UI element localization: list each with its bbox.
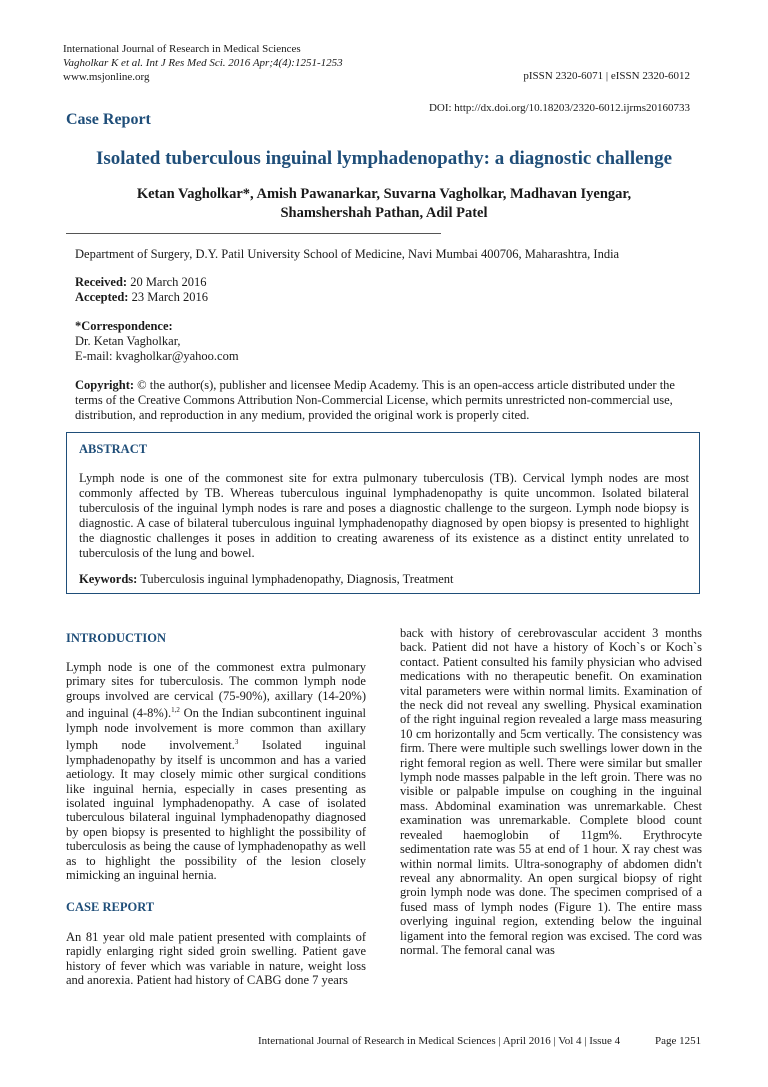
copyright-text: © the author(s), publisher and licensee Medip Academy. This is an open-access article distributed under the terms of the Creative Commons Attribution Non-Commercial License, which permits unrestricted non-commercial use, distribution, and reproduction in any medium, provided the original work is properly cited.: [75, 378, 675, 422]
accepted-date: [75, 290, 208, 305]
abstract-heading: ABSTRACT: [79, 442, 148, 456]
article-title: Isolated tuberculous inguinal lymphadenopathy: a diagnostic challenge: [95, 148, 673, 169]
affiliation: Department of Surgery, D.Y. Patil University School of Medicine, Navi Mumbai 400706, Maharashtra, India: [75, 247, 620, 261]
title-divider: [66, 233, 441, 234]
article-type: Case Report: [66, 111, 151, 128]
correspondence: [75, 319, 239, 364]
intro-ref-2: 3: [234, 738, 239, 747]
doi[interactable]: DOI: http://dx.doi.org/10.18203/2320-6012.ijrms20160733: [428, 102, 690, 114]
accepted-label: Accepted:: [75, 290, 129, 304]
accepted-value: 23 March 2016: [131, 290, 208, 304]
keywords-value: Tuberculosis inguinal lymphadenopathy, Diagnosis, Treatment: [140, 572, 454, 586]
received-value: 20 March 2016: [130, 275, 207, 289]
footer-journal: International Journal of Research in Medical Sciences | April 2016 | Vol 4 | Issue 4: [258, 1035, 621, 1047]
introduction-heading: INTRODUCTION: [66, 631, 167, 645]
correspondence-label: *Correspondence:: [75, 319, 173, 333]
right-column-text: back with history of cerebrovascular accident 3 months back. Patient did not have a history of Koch`s or Koch`s contact. Patient consulted his family physician who advised medications with no therapeutic benefit. On examination vital parameters were within normal limits. Examination of the neck did not reveal any swelling. Physical examination of the right inguinal region revealed a large mass measuring 10 cm horizontally and 5cm vertically. The consistency was firm. There were multiple such swellings lower down in the right femoral region as well. There were similar but smaller lymph node masses palpable in the left groin. There was no visible or palpable impulse on coughing in the inguinal mass. Abdominal examination was unremarkable. Chest examination was unremarkable. Complete blood count revealed haemoglobin of 11gm%. Erythrocyte sedimentation rate was 55 at end of 1 hour. X ray chest was within normal limits. Ultra-sonography of abdomen didn't reveal any abnormality. An open surgical biopsy of right groin lymph node was done. The specimen comprised of a fused mass of lymph nodes (Figure 1). The entire mass overlying inguinal region, extending below the inguinal ligament into the femoral region was excised. The cord was normal. The femoral canal was: [400, 626, 702, 957]
intro-part-3: Isolated inguinal lymphadenopathy by itself is uncommon and has a varied aetiology. It may closely mimic other surgical conditions like inguinal hernia, especially in cases presenting as isolated inguinal lymphadenopathy. A case of isolated tuberculous bilateral inguinal lymphadenopathy diagnosed by open biopsy is presented to highlight the possibility of tuberculosis as being the cause of lymphadenopathy as well as to highlight the possibility of the lesion closely mimicking an inguinal hernia.: [66, 738, 366, 882]
issn: pISSN 2320-6071 | eISSN 2320-6012: [523, 70, 690, 82]
intro-part-2: On the Indian subcontinent inguinal lymph node involvement is more common than axillary lymph node involvement.: [66, 706, 366, 753]
website[interactable]: www.msjonline.org: [63, 71, 150, 83]
abstract-text: Lymph node is one of the commonest site for extra pulmonary tuberculosis (TB). Cervical lymph nodes are most commonly affected by TB. Whereas tuberculous inguinal lymphadenopathy is quite uncommon. Isolated bilateral tuberculosis of the inguinal lymph nodes is rare and poses a diagnostic challenge to the surgeon. Lymph node biopsy is diagnostic. A case of bilateral tuberculous inguinal lymphadenopathy diagnosed by open biopsy is presented to highlight the diagnostic challenges it poses in addition to creating awareness of its existence as a distinct entity unrelated to tuberculosis of the lung and bowel.: [79, 471, 689, 560]
journal-name: International Journal of Research in Medical Sciences: [63, 43, 301, 55]
received-label: Received:: [75, 275, 128, 289]
page-number: Page 1251: [655, 1035, 702, 1047]
keywords: [79, 572, 689, 587]
case-report-heading: CASE REPORT: [66, 900, 155, 914]
intro-ref-1: 1,2: [171, 706, 180, 715]
correspondence-email[interactable]: E-mail: kvagholkar@yahoo.com: [75, 349, 239, 363]
keywords-label: Keywords:: [79, 572, 138, 586]
correspondence-name: Dr. Ketan Vagholkar,: [75, 334, 181, 348]
authors-line-2: Shamshershah Pathan, Adil Patel: [280, 205, 488, 221]
introduction-text: [66, 660, 366, 882]
copyright-notice: [75, 378, 693, 423]
received-date: [75, 275, 207, 290]
intro-part-1: Lymph node is one of the commonest extra pulmonary primary sites for tuberculosis. The common lymph node groups involved are cervical (75-90%), axillary (14-20%) and inguinal (4-8%).: [66, 660, 366, 721]
citation: Vagholkar K et al. Int J Res Med Sci. 2016 Apr;4(4):1251-1253: [63, 57, 343, 69]
authors-line-1: Ketan Vagholkar*, Amish Pawanarkar, Suvarna Vagholkar, Madhavan Iyengar,: [136, 186, 632, 202]
copyright-label: Copyright:: [75, 378, 135, 392]
abstract-box: [66, 432, 700, 594]
case-report-text: An 81 year old male patient presented with complaints of rapidly enlarging right sided groin swelling. Patient gave history of fever which was variable in nature, weight loss and anorexia. Patient had history of CABG done 7 years: [66, 930, 366, 988]
